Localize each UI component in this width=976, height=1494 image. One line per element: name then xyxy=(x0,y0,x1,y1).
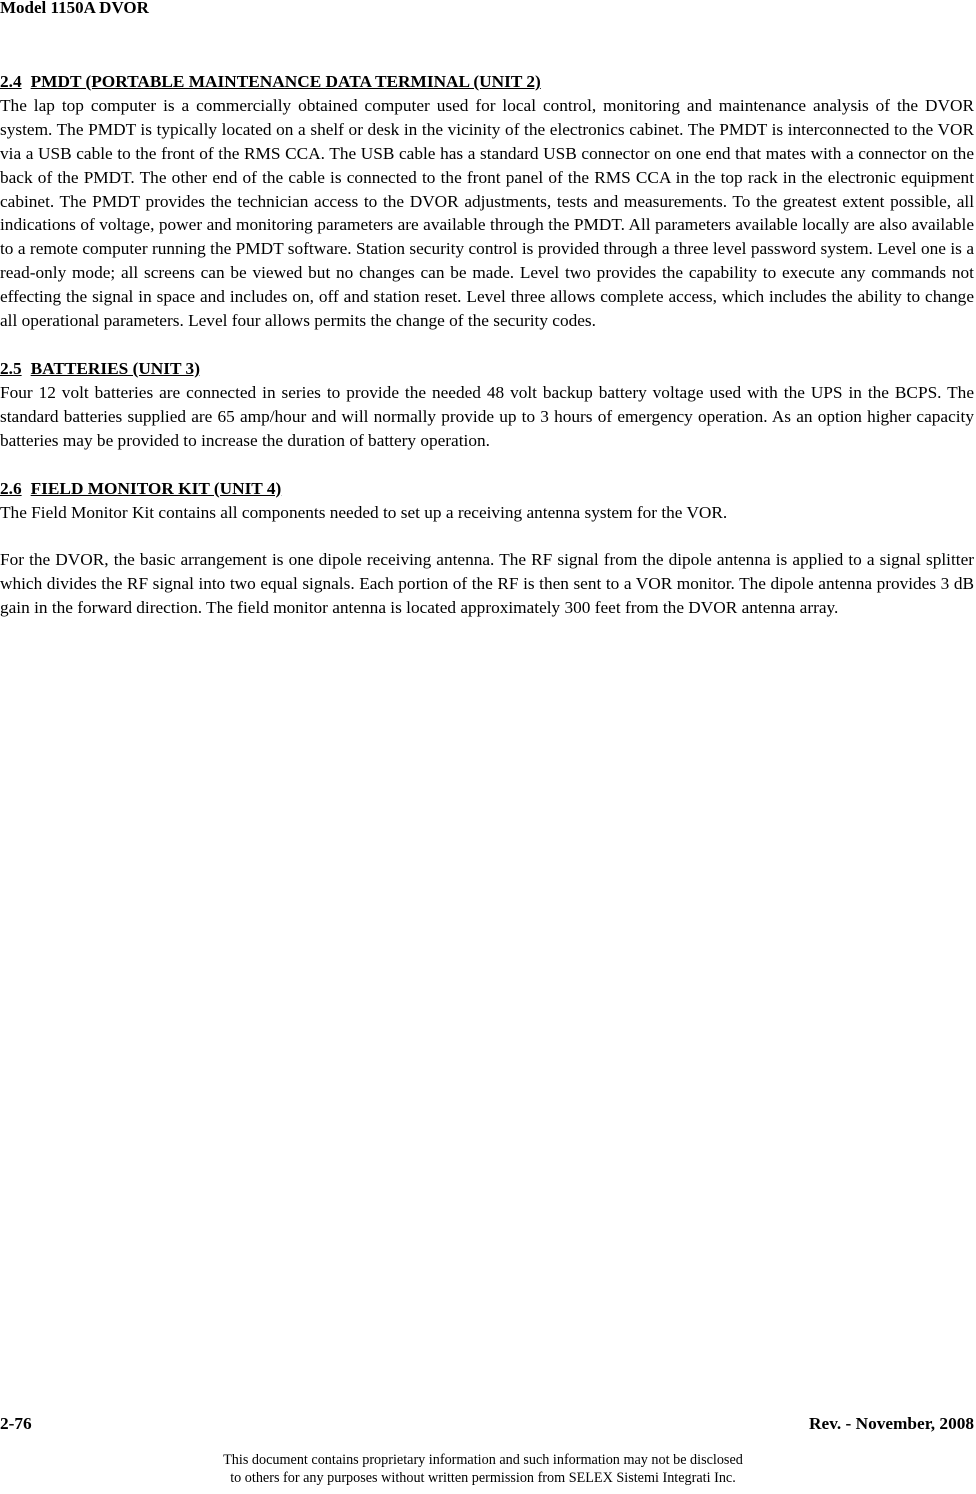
section-paragraph: For the DVOR, the basic arrangement is one dipole receiving antenna. The RF signal from the dipole antenna is applied to a signal splitter which divides the RF signal into two equal signals. Each portion of the RF is then sent to a VOR monitor. The dipole antenna provides 3 dB gain in the forward direction. The field monitor antenna is located approximately 300 feet from the DVOR antenna array. xyxy=(0,550,974,618)
section-2-6 xyxy=(0,477,974,621)
document-header-title: Model 1150A DVOR xyxy=(0,0,149,17)
section-number: 2.5 xyxy=(0,358,22,378)
proprietary-disclaimer xyxy=(0,1451,966,1487)
section-heading xyxy=(0,70,974,94)
section-number: 2.4 xyxy=(0,72,22,91)
disclaimer-line: to others for any purposes without written permission from SELEX Sistemi Integrati Inc. xyxy=(230,1470,736,1486)
section-heading xyxy=(0,357,974,381)
section-title: BATTERIES (UNIT 3) xyxy=(30,358,200,378)
revision-date: Rev. - November, 2008 xyxy=(809,1414,974,1433)
page-number: 2-76 xyxy=(0,1414,32,1433)
section-2-4 xyxy=(0,70,974,333)
section-title: PMDT (PORTABLE MAINTENANCE DATA TERMINAL (UNIT 2) xyxy=(30,72,541,91)
disclaimer-line: This document contains proprietary information and such information may not be disclosed xyxy=(223,1452,743,1468)
section-paragraph: The lap top computer is a commercially obtained computer used for local control, monitoring and maintenance analysis of the DVOR system. The PMDT is typically located on a shelf or desk in the vicinity of the electronics cabinet. The PMDT is interconnected to the VOR via a USB cable to the front of the RMS CCA. The USB cable has a standard USB connector on one end that mates with a connector on the back of the PMDT. The other end of the cable is connected to the front panel of the RMS CCA in the top rack in the electronic equipment cabinet. The PMDT provides the technician access to the DVOR adjustments, tests and measurements. To the greatest extent possible, all indications of voltage, power and monitoring parameters are available through the PMDT. All parameters available locally are also available to a remote computer running the PMDT software. Station security control is provided through a three level password system. Level one is a read-only mode; all screens can be viewed but no changes can be made. Level two provides the capability to execute any commands not effecting the signal in space and includes on, off and station reset. Level three allows complete access, which includes the ability to change all operational parameters. Level four allows permits the change of the security codes. xyxy=(0,95,974,331)
section-paragraph: Four 12 volt batteries are connected in series to provide the needed 48 volt backup battery voltage used with the UPS in the BCPS. The standard batteries supplied are 65 amp/hour and will normally provide up to 3 hours of emergency operation. As an option higher capacity batteries may be provided to increase the duration of battery operation. xyxy=(0,382,974,450)
document-body xyxy=(0,70,974,644)
section-number: 2.6 xyxy=(0,478,22,498)
section-title: FIELD MONITOR KIT (UNIT 4) xyxy=(30,478,282,498)
section-heading xyxy=(0,477,974,501)
section-paragraph: The Field Monitor Kit contains all components needed to set up a receiving antenna system for the VOR. xyxy=(0,502,728,522)
section-2-5 xyxy=(0,357,974,453)
